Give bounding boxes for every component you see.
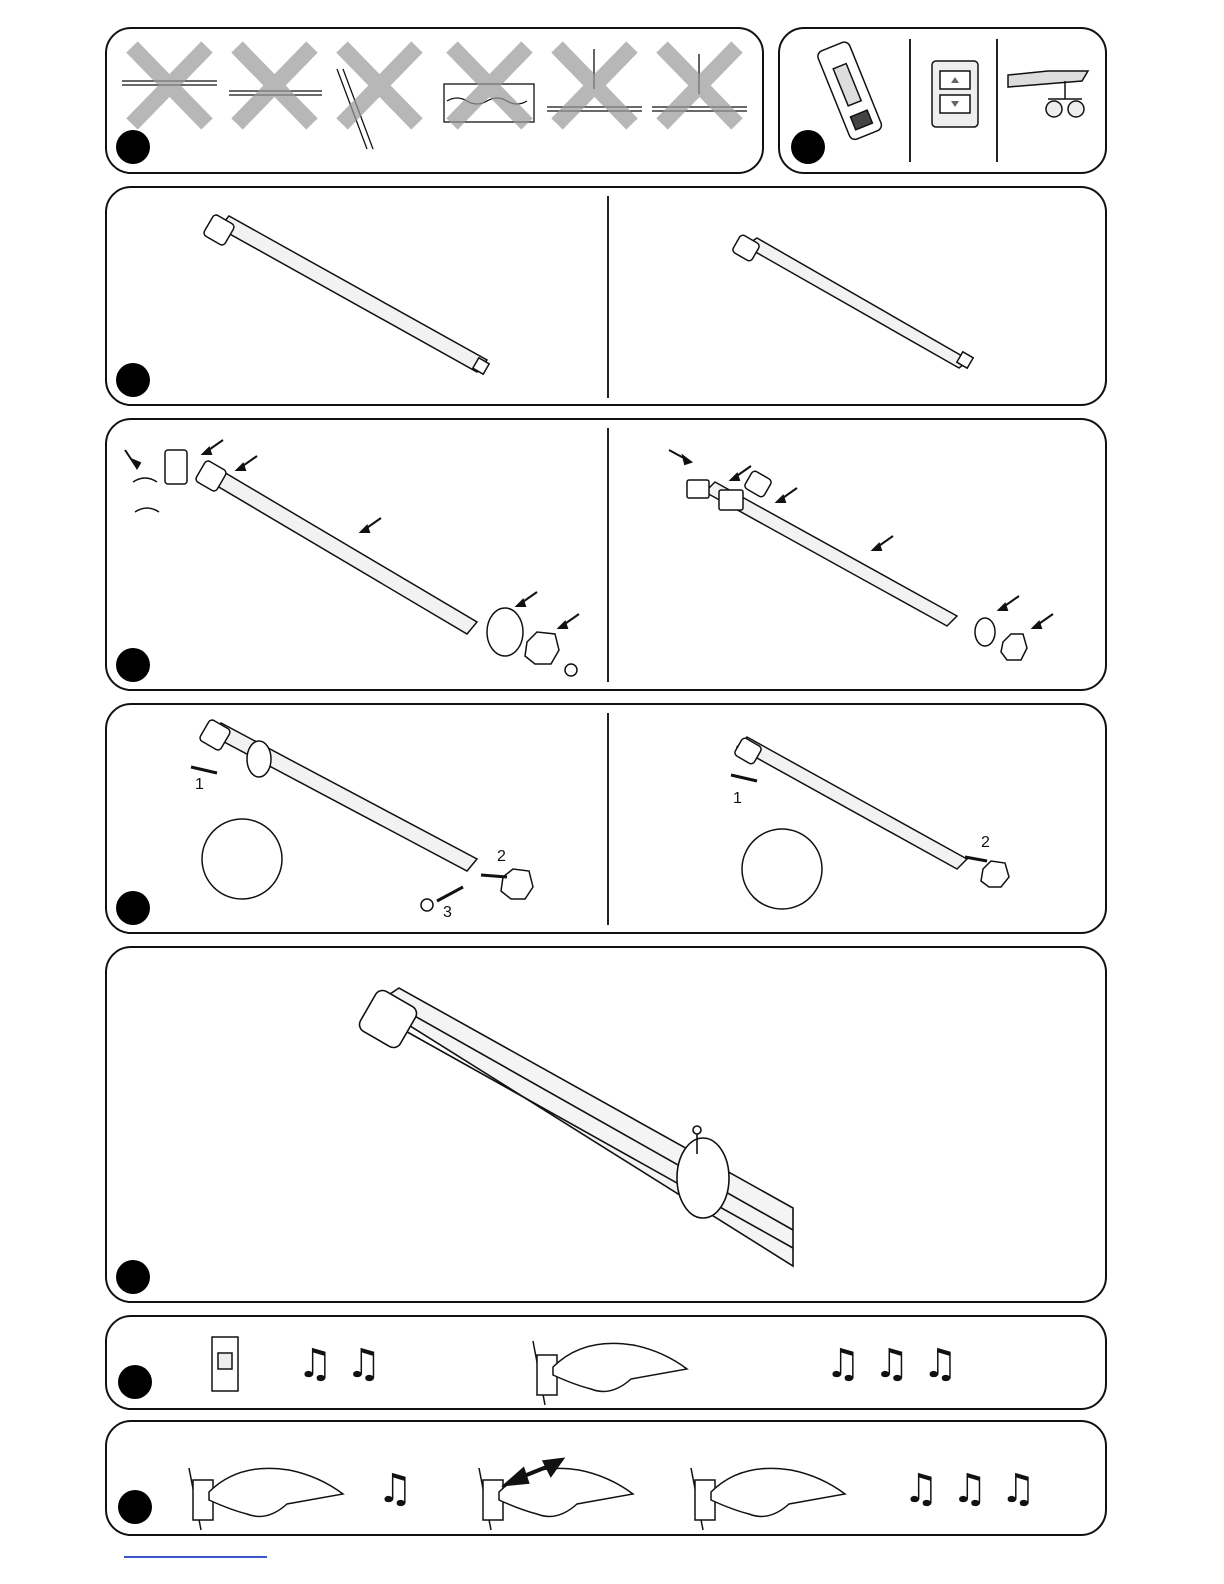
hand-pressing-button-icon [691,1468,845,1530]
warnings-illustration [107,29,766,176]
cross-out-marks [132,47,737,124]
beep-note-icon: ♫ ♫ ♫ [825,1341,959,1387]
step-label: 2 [981,834,990,851]
remote-control-icon [816,40,883,141]
motors-panel [105,186,1107,406]
button-beeps-illustration [107,1422,1109,1538]
switch-beeps-illustration [107,1317,1109,1412]
wind-sensor-icon [1008,71,1088,117]
controls-panel [778,27,1107,174]
step-label: 2 [497,848,506,865]
motors-illustration [107,188,1109,408]
controls-illustration [780,29,1109,176]
large-motor-tube [203,214,490,375]
step-label: 3 [443,904,452,921]
beep-note-icon: ♫ ♫ ♫ [903,1466,1037,1512]
button-beeps-panel [105,1420,1107,1536]
step-label: 1 [733,790,742,807]
assembly-illustration [107,705,1109,936]
components-illustration [107,420,1109,693]
switch-beeps-panel [105,1315,1107,1410]
assembly-panel [105,703,1107,934]
small-motor-tube [731,234,973,368]
beep-note-icon: ♫ ♫ [297,1341,382,1387]
hand-pressing-button-icon [189,1468,343,1530]
footer-line [124,1556,267,1558]
hand-pressing-button-icon [533,1341,687,1405]
step-label: 1 [195,776,204,793]
beep-note-icon: ♫ [377,1466,413,1512]
wall-switch-icon [932,61,978,127]
warnings-panel [105,27,764,174]
tube-mounting-illustration [107,948,1109,1305]
components-panel [105,418,1107,691]
hand-pressing-button-icon [479,1468,633,1530]
tube-mounting-panel [105,946,1107,1303]
